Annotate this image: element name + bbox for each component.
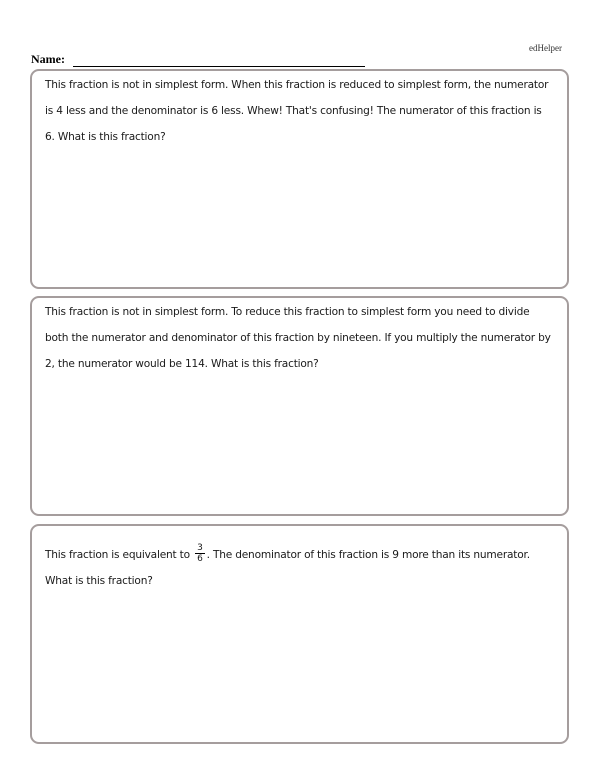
question-box-3 xyxy=(30,524,569,744)
fraction-denominator: 6 xyxy=(197,553,203,564)
question-3-text xyxy=(45,542,551,594)
name-field[interactable] xyxy=(73,55,365,67)
question-1-text: This fraction is not in simplest form. When this fraction is reduced to simplest form, the numerator is 4 less and the denominator is 6 less. Whew! That's confusing! The numerator of this fraction is 6. What is this fraction? xyxy=(45,79,549,143)
question-box-1 xyxy=(30,69,569,289)
question-3-text-after: . The denominator of this fraction is 9 more than its numerator. What is this fraction? xyxy=(45,549,530,587)
name-label: Name: xyxy=(31,52,65,66)
question-3-text-before: This fraction is equivalent to xyxy=(45,549,190,561)
question-2-text: This fraction is not in simplest form. To reduce this fraction to simplest form you need to divide both the numerator and denominator of this fraction by nineteen. If you multiply the numerator by 2, the numerator would be 114. What is this fraction? xyxy=(45,306,551,370)
fraction-numerator: 3 xyxy=(197,542,203,553)
question-box-2 xyxy=(30,296,569,516)
fraction-three-sixths xyxy=(195,543,205,564)
name-row xyxy=(31,52,365,67)
brand-label: edHelper xyxy=(529,43,562,53)
